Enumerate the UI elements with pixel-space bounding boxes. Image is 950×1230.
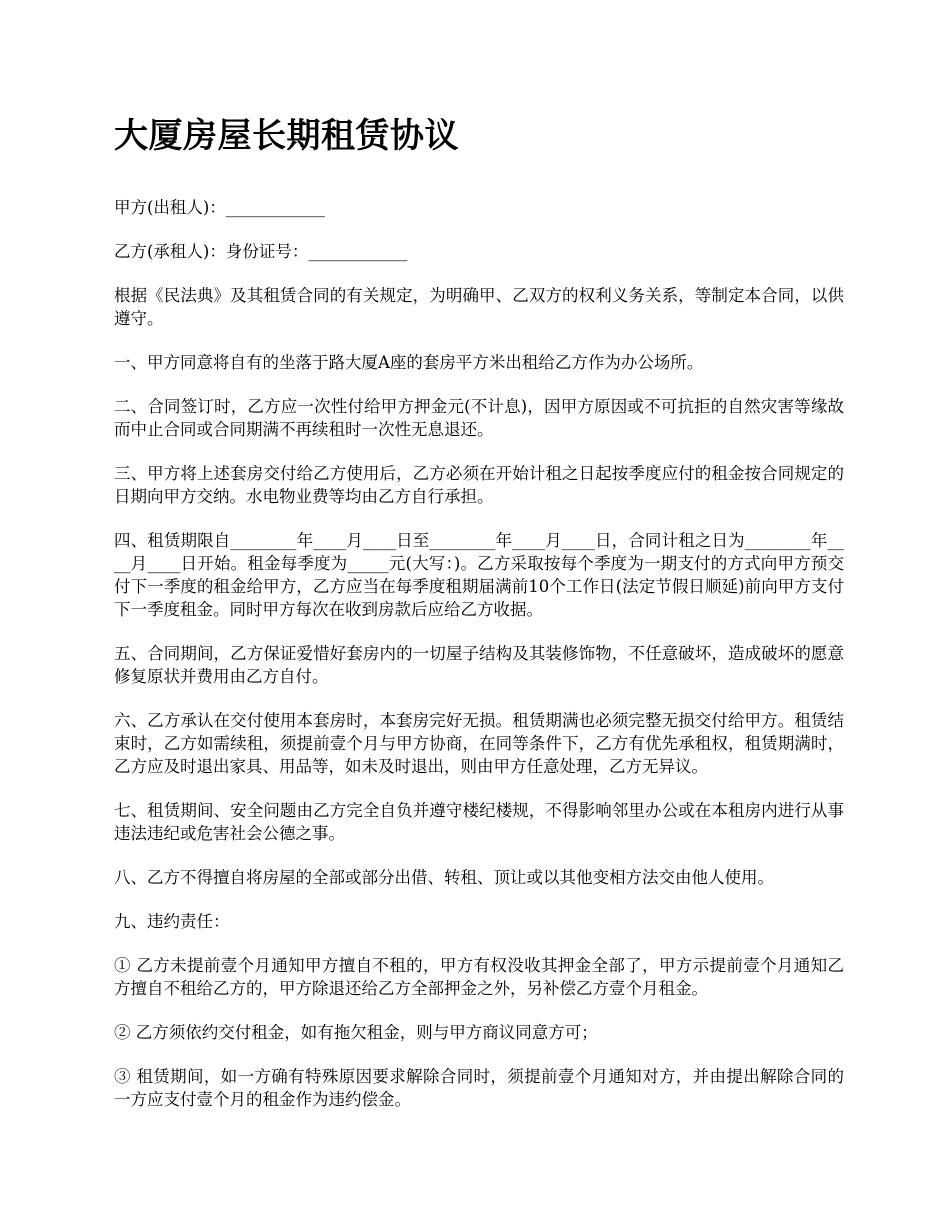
breach-item-2: ② 乙方须依约交付租金，如有拖欠租金，则与甲方商议同意方可； [114, 1023, 598, 1042]
preamble-paragraph: 根据《民法典》及其租赁合同的有关规定，为明确甲、乙双方的权利义务关系，等制定本合同，以供遵守。 [114, 286, 844, 328]
clause-5: 五、合同期间，乙方保证爱惜好套房内的一切屋子结构及其装修饰物，不任意破坏，造成破坏的愿意修复原状并费用由乙方自付。 [114, 644, 844, 686]
document-title: 大厦房屋长期租赁协议 [114, 116, 459, 156]
document-page [114, 112, 844, 1132]
breach-item-3: ③ 租赁期间，如一方确有特殊原因要求解除合同时，须提前壹个月通知对方，并由提出解除合同的一方应支付壹个月的租金作为违约偿金。 [114, 1067, 844, 1109]
clause-6: 六、乙方承认在交付使用本套房时，本套房完好无损。租赁期满也必须完整无损交付给甲方。租赁结束时，乙方如需续租，须提前壹个月与甲方协商，在同等条件下，乙方有优先承租权，租赁期满时，乙方应及时退出家具、用品等，如未及时退出，则由甲方任意处理，乙方无异议。 [114, 711, 844, 776]
party-a-line: 甲方(出租人)：____________ [114, 198, 325, 217]
clause-7: 七、租赁期间、安全问题由乙方完全自负并遵守楼纪楼规，不得影响邻里办公或在本租房内进行从事违法违纪或危害社会公德之事。 [114, 801, 844, 843]
clause-2: 二、合同签订时，乙方应一次性付给甲方押金元(不计息)，因甲方原因或不可抗拒的自然灾害等缘故而中止合同或合同期满不再续租时一次性无息退还。 [114, 397, 844, 439]
clause-4: 四、租赁期限自________年____月____日至________年____月____日，合同计租之日为________年____月____日开始。租金每季度为_____元(大写：)。乙方采取按每个季度为一期支付的方式向甲方预交付下一季度的租金给甲方，乙方应当在每季度租期届满前10个工作日(法定节假日顺延)前向甲方支付下一季度租金。同时甲方每次在收到房款后应给乙方收据。 [114, 531, 844, 619]
clause-8: 八、乙方不得擅自将房屋的全部或部分出借、转租、顶让或以其他变相方法交由他人使用。 [114, 868, 774, 887]
clause-3: 三、甲方将上述套房交付给乙方使用后，乙方必须在开始计租之日起按季度应付的租金按合同规定的日期向甲方交纳。水电物业费等均由乙方自行承担。 [114, 464, 844, 506]
breach-item-1: ① 乙方未提前壹个月通知甲方擅自不租的，甲方有权没收其押金全部了，甲方示提前壹个月通知乙方擅自不租给乙方的，甲方除退还给乙方全部押金之外，另补偿乙方壹个月租金。 [114, 956, 844, 998]
party-b-line: 乙方(承租人)：身份证号：____________ [114, 242, 408, 261]
clause-1: 一、甲方同意将自有的坐落于路大厦A座的套房平方米出租给乙方作为办公场所。 [114, 353, 704, 372]
clause-9-heading: 九、违约责任： [114, 912, 230, 931]
